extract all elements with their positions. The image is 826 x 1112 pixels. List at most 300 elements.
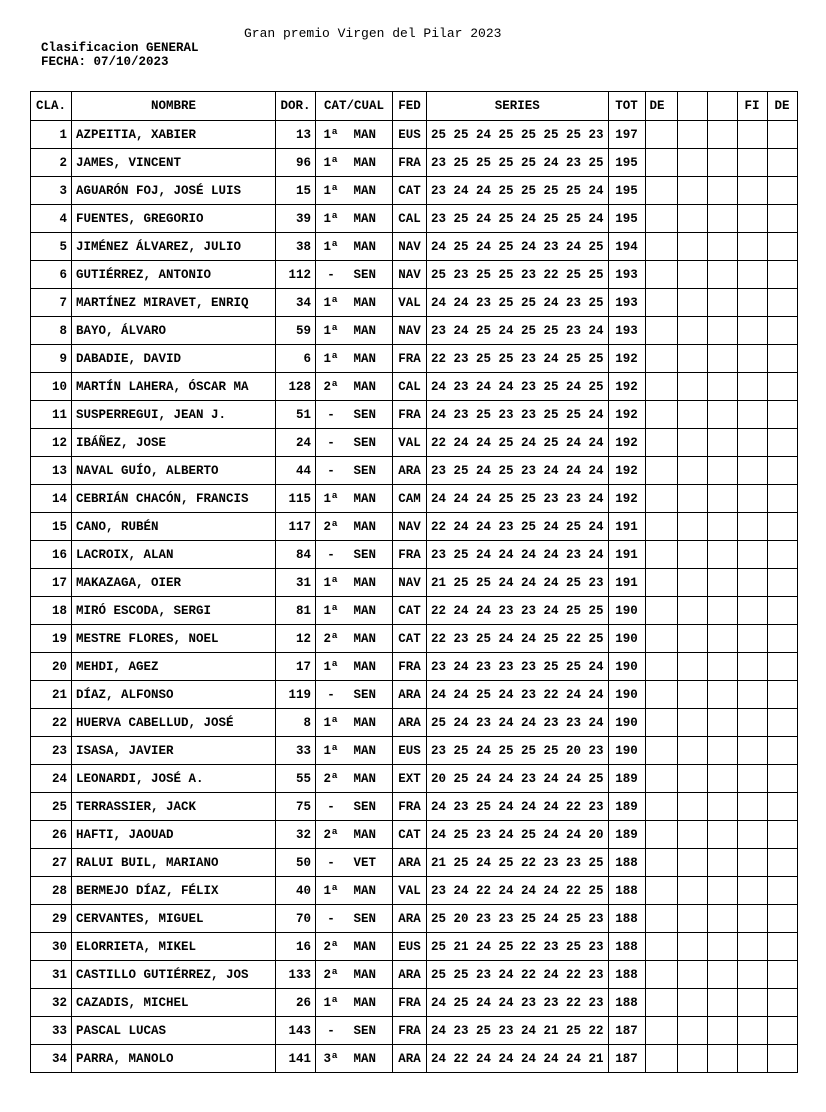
qualification-value: MAN [353, 295, 376, 310]
category-value: - [327, 435, 335, 450]
bib-number-cell: 59 [276, 317, 316, 345]
series-cell: 24 25 24 25 24 23 24 25 [427, 233, 609, 261]
total-cell: 189 [608, 821, 645, 849]
position-cell: 21 [31, 681, 72, 709]
series-cell: 25 24 23 24 24 23 23 24 [427, 709, 609, 737]
qualification-value: SEN [353, 463, 376, 478]
blank-cell [707, 429, 737, 457]
de-2-cell [767, 709, 797, 737]
federation-cell: ARA [393, 961, 427, 989]
total-cell: 189 [608, 793, 645, 821]
name-cell: HUERVA CABELLUD, JOSÉ [72, 709, 276, 737]
de-cell [645, 261, 677, 289]
table-row [31, 709, 798, 737]
series-cell: 25 20 23 23 25 24 25 23 [427, 905, 609, 933]
de-cell [645, 485, 677, 513]
series-cell: 23 25 24 25 24 25 25 24 [427, 205, 609, 233]
federation-cell: ARA [393, 905, 427, 933]
blank-cell [707, 933, 737, 961]
blank-cell [677, 121, 707, 149]
de-2-cell [767, 905, 797, 933]
bib-number-cell: 24 [276, 429, 316, 457]
de-cell [645, 457, 677, 485]
series-cell: 24 23 24 24 23 25 24 25 [427, 373, 609, 401]
category-cell [316, 597, 393, 625]
category-value: - [327, 267, 335, 282]
bib-number-cell: 39 [276, 205, 316, 233]
blank-cell [677, 485, 707, 513]
total-cell: 193 [608, 317, 645, 345]
fi-cell [737, 513, 767, 541]
series-cell: 22 24 24 25 24 25 24 24 [427, 429, 609, 457]
qualification-value: MAN [353, 939, 376, 954]
fi-cell [737, 121, 767, 149]
total-cell: 191 [608, 541, 645, 569]
total-cell: 187 [608, 1017, 645, 1045]
position-cell: 5 [31, 233, 72, 261]
blank-cell [677, 989, 707, 1017]
name-cell: AZPEITIA, XABIER [72, 121, 276, 149]
name-cell: JIMÉNEZ ÁLVAREZ, JULIO [72, 233, 276, 261]
de-2-cell [767, 261, 797, 289]
table-row [31, 793, 798, 821]
position-cell: 6 [31, 261, 72, 289]
category-value: 1ª [323, 351, 339, 366]
blank-cell [707, 401, 737, 429]
blank-cell [677, 849, 707, 877]
fi-cell [737, 597, 767, 625]
name-cell: PARRA, MANOLO [72, 1045, 276, 1073]
total-cell: 195 [608, 149, 645, 177]
blank-cell [707, 821, 737, 849]
category-value: 1ª [323, 239, 339, 254]
category-cell [316, 401, 393, 429]
de-cell [645, 373, 677, 401]
category-cell [316, 121, 393, 149]
total-cell: 192 [608, 401, 645, 429]
date-label: FECHA: 07/10/2023 [41, 55, 169, 69]
federation-cell: FRA [393, 653, 427, 681]
position-cell: 29 [31, 905, 72, 933]
bib-number-cell: 34 [276, 289, 316, 317]
category-value: 1ª [323, 295, 339, 310]
bib-number-cell: 6 [276, 345, 316, 373]
de-2-cell [767, 849, 797, 877]
position-cell: 34 [31, 1045, 72, 1073]
category-value: - [327, 911, 335, 926]
fi-cell [737, 177, 767, 205]
category-cell [316, 849, 393, 877]
name-cell: MIRÓ ESCODA, SERGI [72, 597, 276, 625]
bib-number-cell: 112 [276, 261, 316, 289]
position-cell: 16 [31, 541, 72, 569]
category-cell [316, 709, 393, 737]
federation-cell: ARA [393, 849, 427, 877]
de-cell [645, 905, 677, 933]
category-cell [316, 737, 393, 765]
blank-cell [677, 933, 707, 961]
category-cell [316, 429, 393, 457]
category-cell [316, 933, 393, 961]
category-cell [316, 345, 393, 373]
de-cell [645, 821, 677, 849]
blank-cell [707, 625, 737, 653]
series-cell: 24 23 25 23 24 21 25 22 [427, 1017, 609, 1045]
blank-cell [677, 289, 707, 317]
federation-cell: FRA [393, 1017, 427, 1045]
table-row [31, 681, 798, 709]
federation-cell: FRA [393, 345, 427, 373]
name-cell: TERRASSIER, JACK [72, 793, 276, 821]
position-cell: 9 [31, 345, 72, 373]
series-cell: 23 25 25 25 25 24 23 25 [427, 149, 609, 177]
fi-cell [737, 317, 767, 345]
blank-cell [677, 541, 707, 569]
qualification-value: MAN [353, 631, 376, 646]
category-cell [316, 317, 393, 345]
fi-cell [737, 765, 767, 793]
blank-cell [707, 485, 737, 513]
de-2-cell [767, 653, 797, 681]
category-value: 1ª [323, 491, 339, 506]
qualification-value: MAN [353, 743, 376, 758]
col-header-cla: CLA. [31, 92, 72, 121]
category-value: 2ª [323, 631, 339, 646]
fi-cell [737, 233, 767, 261]
position-cell: 8 [31, 317, 72, 345]
name-cell: CEBRIÁN CHACÓN, FRANCIS [72, 485, 276, 513]
table-row [31, 905, 798, 933]
position-cell: 23 [31, 737, 72, 765]
total-cell: 188 [608, 849, 645, 877]
fi-cell [737, 541, 767, 569]
qualification-value: MAN [353, 323, 376, 338]
bib-number-cell: 17 [276, 653, 316, 681]
blank-cell [677, 317, 707, 345]
series-cell: 23 25 24 25 25 25 20 23 [427, 737, 609, 765]
series-cell: 23 25 24 25 23 24 24 24 [427, 457, 609, 485]
blank-cell [677, 177, 707, 205]
series-cell: 24 23 25 23 23 25 25 24 [427, 401, 609, 429]
total-cell: 188 [608, 961, 645, 989]
category-cell [316, 1045, 393, 1073]
position-cell: 13 [31, 457, 72, 485]
category-cell [316, 989, 393, 1017]
de-cell [645, 401, 677, 429]
results-body [31, 121, 798, 1073]
position-cell: 33 [31, 1017, 72, 1045]
category-cell [316, 821, 393, 849]
position-cell: 32 [31, 989, 72, 1017]
bib-number-cell: 26 [276, 989, 316, 1017]
de-2-cell [767, 625, 797, 653]
table-row [31, 597, 798, 625]
table-row [31, 149, 798, 177]
fi-cell [737, 793, 767, 821]
fi-cell [737, 1045, 767, 1073]
qualification-value: MAN [353, 239, 376, 254]
bib-number-cell: 8 [276, 709, 316, 737]
fi-cell [737, 625, 767, 653]
blank-cell [707, 177, 737, 205]
fi-cell [737, 737, 767, 765]
series-cell: 24 22 24 24 24 24 24 21 [427, 1045, 609, 1073]
category-value: 1ª [323, 323, 339, 338]
category-cell [316, 485, 393, 513]
blank-cell [677, 961, 707, 989]
qualification-value: MAN [353, 827, 376, 842]
de-cell [645, 205, 677, 233]
table-row [31, 289, 798, 317]
category-value: 1ª [323, 743, 339, 758]
blank-cell [707, 457, 737, 485]
total-cell: 190 [608, 653, 645, 681]
qualification-value: MAN [353, 379, 376, 394]
fi-cell [737, 709, 767, 737]
blank-cell [707, 205, 737, 233]
col-header-dor: DOR. [276, 92, 316, 121]
total-cell: 188 [608, 933, 645, 961]
category-cell [316, 569, 393, 597]
blank-cell [677, 905, 707, 933]
blank-cell [707, 765, 737, 793]
table-row [31, 1017, 798, 1045]
blank-cell [677, 261, 707, 289]
series-cell: 25 23 25 25 23 22 25 25 [427, 261, 609, 289]
de-cell [645, 569, 677, 597]
federation-cell: FRA [393, 149, 427, 177]
blank-cell [707, 317, 737, 345]
name-cell: LEONARDI, JOSÉ A. [72, 765, 276, 793]
qualification-value: SEN [353, 547, 376, 562]
table-row [31, 177, 798, 205]
de-2-cell [767, 793, 797, 821]
total-cell: 194 [608, 233, 645, 261]
federation-cell: CAT [393, 597, 427, 625]
series-cell: 24 24 23 25 25 24 23 25 [427, 289, 609, 317]
bib-number-cell: 141 [276, 1045, 316, 1073]
table-row [31, 569, 798, 597]
series-cell: 24 25 23 24 25 24 24 20 [427, 821, 609, 849]
federation-cell: ARA [393, 457, 427, 485]
table-row [31, 737, 798, 765]
de-cell [645, 933, 677, 961]
federation-cell: EUS [393, 933, 427, 961]
qualification-value: SEN [353, 799, 376, 814]
blank-cell [707, 653, 737, 681]
fi-cell [737, 401, 767, 429]
de-cell [645, 513, 677, 541]
blank-cell [707, 989, 737, 1017]
bib-number-cell: 44 [276, 457, 316, 485]
de-cell [645, 429, 677, 457]
federation-cell: FRA [393, 541, 427, 569]
fi-cell [737, 485, 767, 513]
series-cell: 23 24 25 24 25 25 23 24 [427, 317, 609, 345]
bib-number-cell: 81 [276, 597, 316, 625]
federation-cell: CAM [393, 485, 427, 513]
fi-cell [737, 821, 767, 849]
federation-cell: NAV [393, 261, 427, 289]
category-value: 1ª [323, 183, 339, 198]
name-cell: CANO, RUBÉN [72, 513, 276, 541]
position-cell: 24 [31, 765, 72, 793]
category-cell [316, 205, 393, 233]
fi-cell [737, 681, 767, 709]
total-cell: 190 [608, 709, 645, 737]
name-cell: BERMEJO DÍAZ, FÉLIX [72, 877, 276, 905]
col-header-fi: FI [737, 92, 767, 121]
de-2-cell [767, 989, 797, 1017]
federation-cell: NAV [393, 233, 427, 261]
category-value: - [327, 687, 335, 702]
federation-cell: FRA [393, 401, 427, 429]
category-cell [316, 233, 393, 261]
bib-number-cell: 15 [276, 177, 316, 205]
category-cell [316, 541, 393, 569]
total-cell: 193 [608, 289, 645, 317]
de-cell [645, 233, 677, 261]
de-2-cell [767, 177, 797, 205]
total-cell: 188 [608, 877, 645, 905]
category-value: - [327, 463, 335, 478]
table-row [31, 485, 798, 513]
position-cell: 15 [31, 513, 72, 541]
total-cell: 197 [608, 121, 645, 149]
position-cell: 12 [31, 429, 72, 457]
table-row [31, 541, 798, 569]
position-cell: 31 [31, 961, 72, 989]
blank-cell [707, 373, 737, 401]
de-2-cell [767, 289, 797, 317]
qualification-value: MAN [353, 883, 376, 898]
category-value: - [327, 547, 335, 562]
blank-cell [707, 737, 737, 765]
name-cell: RALUI BUIL, MARIANO [72, 849, 276, 877]
total-cell: 190 [608, 737, 645, 765]
federation-cell: VAL [393, 877, 427, 905]
table-row [31, 625, 798, 653]
blank-cell [677, 569, 707, 597]
federation-cell: ARA [393, 1045, 427, 1073]
fi-cell [737, 261, 767, 289]
de-cell [645, 121, 677, 149]
blank-cell [707, 877, 737, 905]
fi-cell [737, 905, 767, 933]
name-cell: NAVAL GUÍO, ALBERTO [72, 457, 276, 485]
category-value: 1ª [323, 715, 339, 730]
position-cell: 1 [31, 121, 72, 149]
category-cell [316, 681, 393, 709]
qualification-value: SEN [353, 407, 376, 422]
de-2-cell [767, 569, 797, 597]
qualification-value: MAN [353, 575, 376, 590]
bib-number-cell: 119 [276, 681, 316, 709]
name-cell: IBÁÑEZ, JOSE [72, 429, 276, 457]
position-cell: 30 [31, 933, 72, 961]
qualification-value: MAN [353, 967, 376, 982]
col-header-series: SERIES [427, 92, 609, 121]
fi-cell [737, 149, 767, 177]
table-row [31, 513, 798, 541]
qualification-value: MAN [353, 771, 376, 786]
category-cell [316, 513, 393, 541]
name-cell: CAZADIS, MICHEL [72, 989, 276, 1017]
de-2-cell [767, 877, 797, 905]
de-cell [645, 1017, 677, 1045]
total-cell: 193 [608, 261, 645, 289]
total-cell: 192 [608, 373, 645, 401]
name-cell: ISASA, JAVIER [72, 737, 276, 765]
series-cell: 25 21 24 25 22 23 25 23 [427, 933, 609, 961]
table-row [31, 373, 798, 401]
category-cell [316, 1017, 393, 1045]
de-2-cell [767, 821, 797, 849]
qualification-value: SEN [353, 911, 376, 926]
qualification-value: MAN [353, 715, 376, 730]
category-value: 2ª [323, 519, 339, 534]
de-2-cell [767, 205, 797, 233]
category-cell [316, 653, 393, 681]
table-row [31, 429, 798, 457]
name-cell: DÍAZ, ALFONSO [72, 681, 276, 709]
position-cell: 28 [31, 877, 72, 905]
bib-number-cell: 31 [276, 569, 316, 597]
fi-cell [737, 429, 767, 457]
document-subtitle [41, 41, 199, 69]
qualification-value: MAN [353, 127, 376, 142]
position-cell: 25 [31, 793, 72, 821]
qualification-value: MAN [353, 519, 376, 534]
total-cell: 188 [608, 905, 645, 933]
series-cell: 25 25 23 24 22 24 22 23 [427, 961, 609, 989]
category-cell [316, 625, 393, 653]
category-value: - [327, 855, 335, 870]
blank-cell [677, 597, 707, 625]
blank-cell [707, 793, 737, 821]
qualification-value: MAN [353, 491, 376, 506]
name-cell: ELORRIETA, MIKEL [72, 933, 276, 961]
total-cell: 195 [608, 177, 645, 205]
series-cell: 24 23 25 24 24 24 22 23 [427, 793, 609, 821]
series-cell: 22 24 24 23 25 24 25 24 [427, 513, 609, 541]
qualification-value: SEN [353, 435, 376, 450]
table-row [31, 1045, 798, 1073]
blank-cell [707, 1017, 737, 1045]
blank-cell [677, 709, 707, 737]
de-cell [645, 849, 677, 877]
de-2-cell [767, 681, 797, 709]
series-cell: 25 25 24 25 25 25 25 23 [427, 121, 609, 149]
fi-cell [737, 205, 767, 233]
de-cell [645, 989, 677, 1017]
blank-cell [677, 1017, 707, 1045]
blank-cell [677, 1045, 707, 1073]
de-cell [645, 625, 677, 653]
blank-cell [707, 121, 737, 149]
de-2-cell [767, 233, 797, 261]
name-cell: HAFTI, JAOUAD [72, 821, 276, 849]
de-cell [645, 177, 677, 205]
category-cell [316, 905, 393, 933]
blank-cell [677, 737, 707, 765]
federation-cell: CAT [393, 821, 427, 849]
position-cell: 17 [31, 569, 72, 597]
bib-number-cell: 38 [276, 233, 316, 261]
blank-cell [677, 653, 707, 681]
federation-cell: EUS [393, 737, 427, 765]
blank-cell [677, 401, 707, 429]
